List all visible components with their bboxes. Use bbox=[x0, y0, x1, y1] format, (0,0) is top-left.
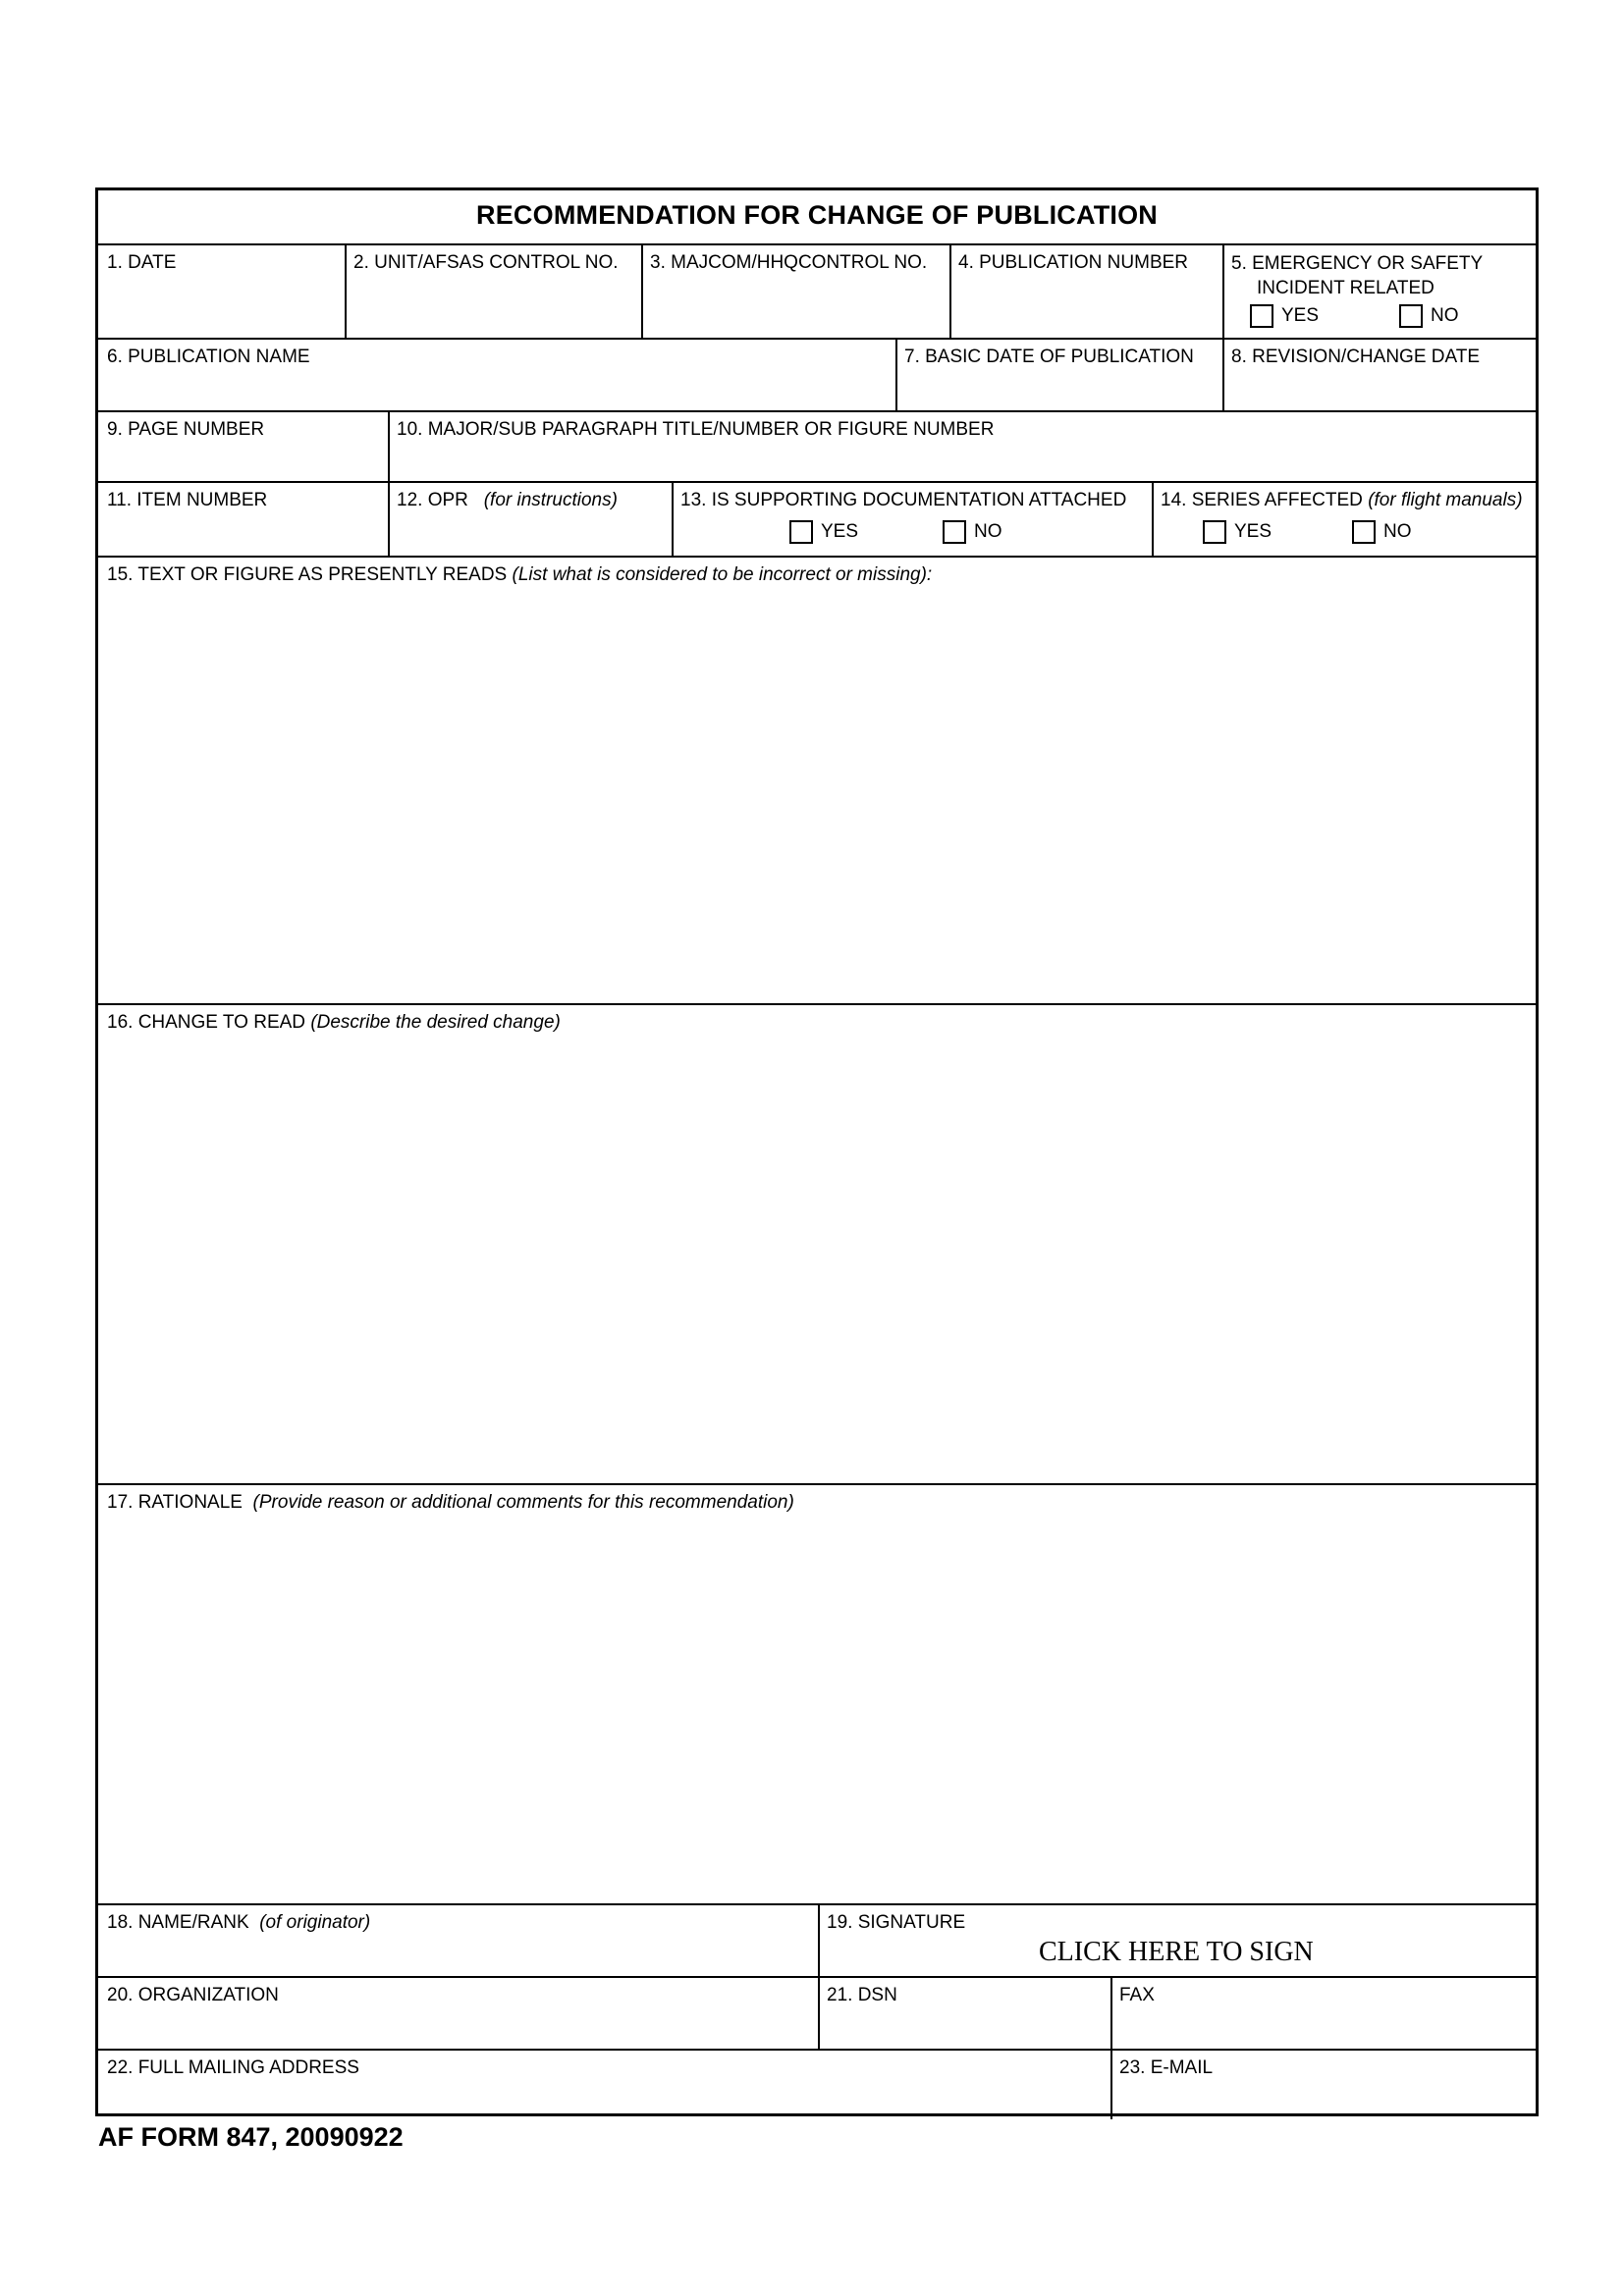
series-affected-no-checkbox[interactable] bbox=[1352, 520, 1412, 544]
organization-field[interactable] bbox=[98, 1976, 818, 2049]
form-title: RECOMMENDATION FOR CHANGE OF PUBLICATION bbox=[476, 200, 1158, 230]
dsn-field[interactable] bbox=[818, 1976, 1110, 2049]
change-to-read-area[interactable] bbox=[98, 1003, 1536, 1483]
checkbox-box bbox=[1399, 304, 1423, 328]
majcom-control-field[interactable] bbox=[641, 243, 949, 338]
yes-label: YES bbox=[1234, 521, 1272, 542]
click-to-sign-button[interactable]: CLICK HERE TO SIGN bbox=[1039, 1937, 1314, 1967]
fax-label: FAX bbox=[1119, 1985, 1155, 2005]
paragraph-title-field[interactable] bbox=[388, 410, 1536, 481]
date-field[interactable] bbox=[98, 243, 345, 338]
publication-number-label: 4. PUBLICATION NUMBER bbox=[958, 252, 1189, 273]
unit-control-label: 2. UNIT/AFSAS CONTROL NO. bbox=[353, 252, 619, 273]
series-affected-note: (for flight manuals) bbox=[1368, 490, 1523, 510]
checkbox-box bbox=[1250, 304, 1273, 328]
change-to-read-note: (Describe the desired change) bbox=[310, 1012, 561, 1033]
fax-field[interactable] bbox=[1110, 1976, 1536, 2049]
present-text-area[interactable] bbox=[98, 556, 1536, 1003]
email-field[interactable] bbox=[1110, 2049, 1536, 2119]
change-to-read-label bbox=[107, 1011, 561, 1035]
checkbox-box bbox=[943, 520, 966, 544]
series-affected-yes-checkbox[interactable] bbox=[1203, 520, 1272, 544]
revision-date-label: 8. REVISION/CHANGE DATE bbox=[1231, 347, 1481, 367]
checkbox-box bbox=[1203, 520, 1226, 544]
emergency-safety-cell bbox=[1222, 243, 1536, 338]
yes-label: YES bbox=[1281, 305, 1320, 326]
signature-label: 19. SIGNATURE bbox=[827, 1912, 966, 1933]
supporting-docs-label: 13. IS SUPPORTING DOCUMENTATION ATTACHED bbox=[680, 490, 1127, 510]
present-text-note: (List what is considered to be incorrect or missing): bbox=[512, 564, 933, 585]
signature-field[interactable] bbox=[818, 1903, 1536, 1976]
emergency-safety-label: 5. EMERGENCY OR SAFETY bbox=[1231, 253, 1484, 274]
mailing-address-label: 22. FULL MAILING ADDRESS bbox=[107, 2057, 359, 2078]
series-affected-main: 14. SERIES AFFECTED bbox=[1161, 490, 1363, 510]
opr-label bbox=[397, 489, 618, 512]
revision-date-field[interactable] bbox=[1222, 338, 1536, 410]
basic-date-label: 7. BASIC DATE OF PUBLICATION bbox=[904, 347, 1194, 367]
checkbox-box bbox=[1352, 520, 1376, 544]
rationale-label bbox=[107, 1491, 794, 1515]
majcom-control-label: 3. MAJCOM/HHQCONTROL NO. bbox=[650, 252, 928, 273]
yes-label: YES bbox=[821, 521, 859, 542]
date-label: 1. DATE bbox=[107, 252, 177, 273]
series-affected-label bbox=[1161, 489, 1523, 512]
present-text-main: 15. TEXT OR FIGURE AS PRESENTLY READS bbox=[107, 564, 508, 585]
form-border bbox=[95, 187, 1539, 2116]
incident-related-label: INCIDENT RELATED bbox=[1257, 278, 1435, 298]
supporting-docs-cell bbox=[672, 481, 1152, 556]
supporting-docs-no-checkbox[interactable] bbox=[943, 520, 1002, 544]
change-to-read-main: 16. CHANGE TO READ bbox=[107, 1012, 306, 1033]
email-label: 23. E-MAIL bbox=[1119, 2057, 1214, 2078]
unit-control-field[interactable] bbox=[345, 243, 641, 338]
item-number-field[interactable] bbox=[98, 481, 388, 556]
organization-label: 20. ORGANIZATION bbox=[107, 1985, 279, 2005]
no-label: NO bbox=[1431, 305, 1459, 326]
name-rank-main: 18. NAME/RANK bbox=[107, 1912, 249, 1933]
emergency-no-checkbox[interactable] bbox=[1399, 304, 1459, 328]
rationale-area[interactable] bbox=[98, 1483, 1536, 1903]
rationale-note: (Provide reason or additional comments for this recommendation) bbox=[252, 1492, 794, 1513]
opr-label-note: (for instructions) bbox=[483, 490, 618, 510]
series-affected-cell bbox=[1152, 481, 1536, 556]
opr-label-main: 12. OPR bbox=[397, 490, 468, 510]
page-number-label: 9. PAGE NUMBER bbox=[107, 419, 265, 440]
opr-field[interactable] bbox=[388, 481, 672, 556]
name-rank-note: (of originator) bbox=[259, 1912, 371, 1933]
no-label: NO bbox=[974, 521, 1002, 542]
paragraph-title-label: 10. MAJOR/SUB PARAGRAPH TITLE/NUMBER OR FIGURE NUMBER bbox=[397, 419, 995, 440]
publication-number-field[interactable] bbox=[949, 243, 1222, 338]
mailing-address-field[interactable] bbox=[98, 2049, 1110, 2119]
name-rank-field[interactable] bbox=[98, 1903, 818, 1976]
item-number-label: 11. ITEM NUMBER bbox=[107, 490, 268, 510]
present-text-label bbox=[107, 563, 932, 587]
checkbox-box bbox=[789, 520, 813, 544]
supporting-docs-yes-checkbox[interactable] bbox=[789, 520, 858, 544]
dsn-label: 21. DSN bbox=[827, 1985, 897, 2005]
basic-date-field[interactable] bbox=[895, 338, 1222, 410]
publication-name-label: 6. PUBLICATION NAME bbox=[107, 347, 310, 367]
publication-name-field[interactable] bbox=[98, 338, 895, 410]
page-number-field[interactable] bbox=[98, 410, 388, 481]
rationale-main: 17. RATIONALE bbox=[107, 1492, 243, 1513]
no-label: NO bbox=[1383, 521, 1412, 542]
form-footer: AF FORM 847, 20090922 bbox=[98, 2122, 404, 2152]
emergency-yes-checkbox[interactable] bbox=[1250, 304, 1319, 328]
name-rank-label bbox=[107, 1911, 370, 1935]
